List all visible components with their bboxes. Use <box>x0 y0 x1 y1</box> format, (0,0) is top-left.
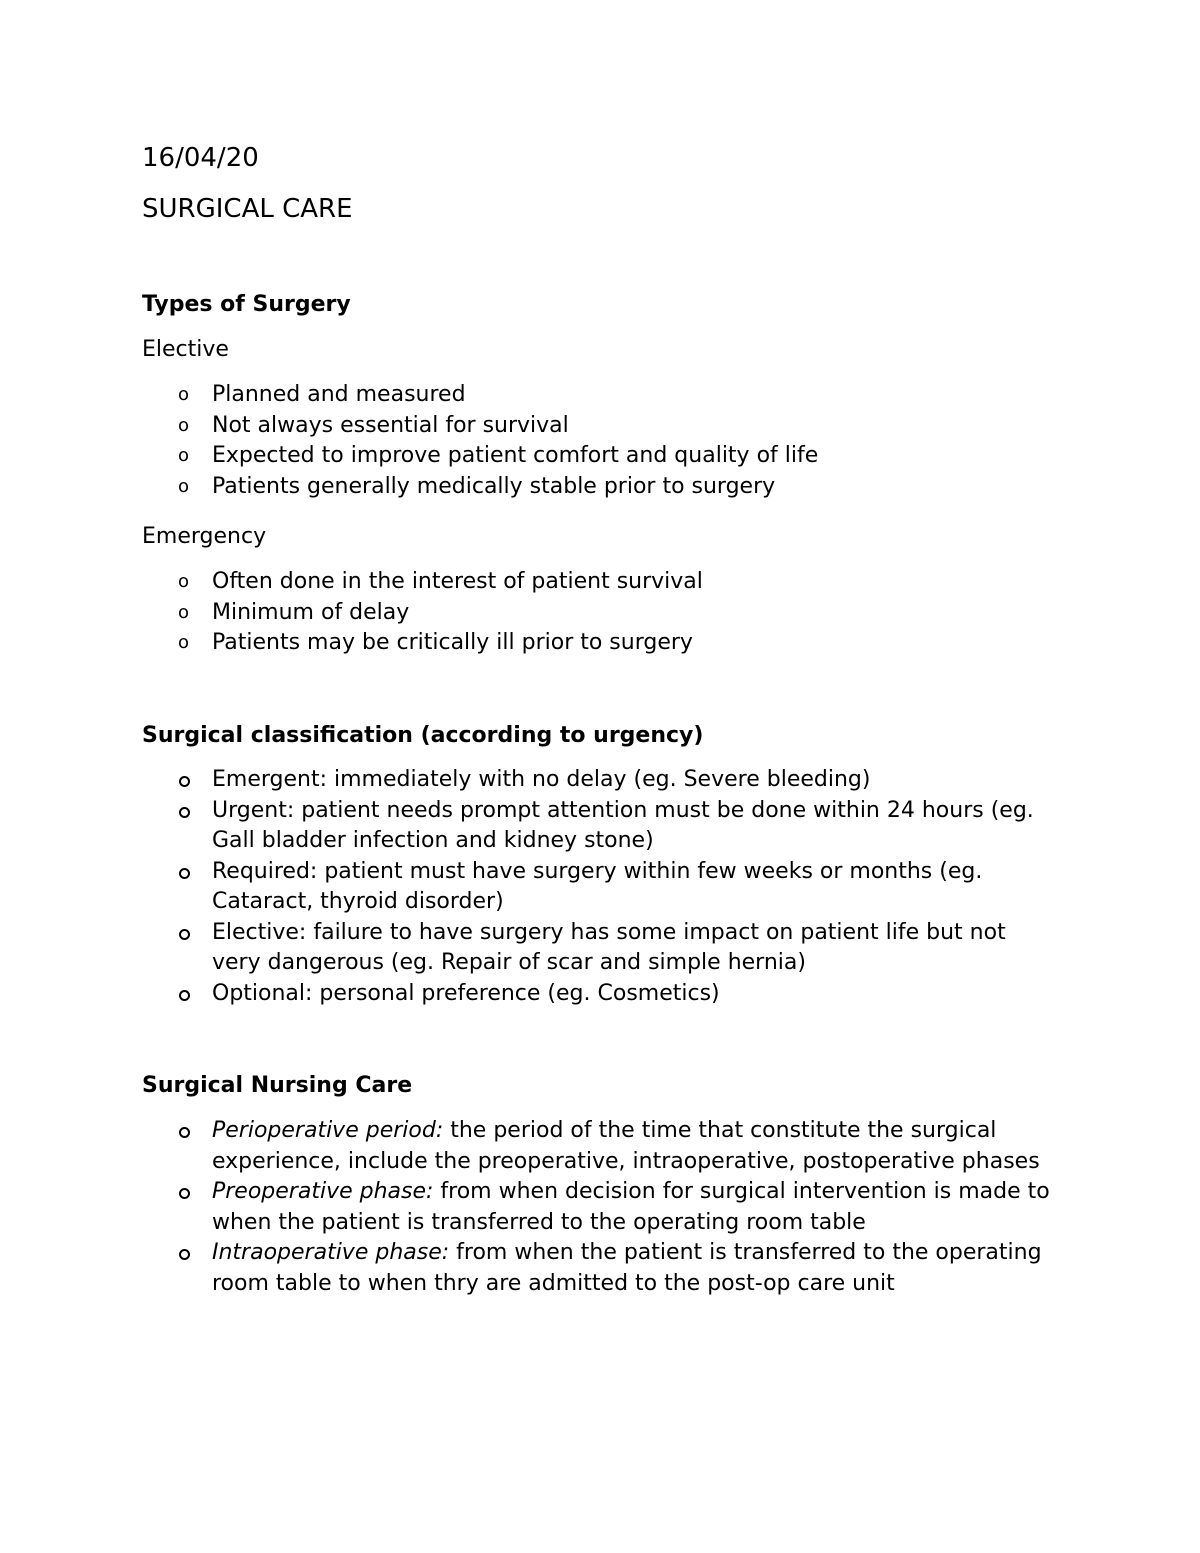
term-label: Preoperative phase: <box>212 1179 434 1204</box>
classification-heading: Surgical classification (according to urgency) <box>142 723 704 748</box>
classification-list <box>142 765 1062 1009</box>
list-item: o Expected to improve patient comfort and quality of life <box>142 441 1052 472</box>
document-date: 16/04/20 <box>142 143 259 173</box>
nursing-list <box>142 1116 1062 1299</box>
list-item: o Patients may be critically ill prior to surgery <box>142 628 1052 659</box>
types-heading: Types of Surgery <box>142 292 351 317</box>
ring-bullet-icon <box>179 776 190 787</box>
circle-bullet-icon: o <box>178 475 190 497</box>
elective-list <box>142 380 1062 502</box>
list-item: Urgent: patient needs prompt attention must be done within 24 hours (eg. Gall bladder infection and kidney stone) <box>142 796 1052 857</box>
elective-list-block <box>142 380 1062 502</box>
ring-bullet-icon <box>179 1249 190 1260</box>
circle-bullet-icon: o <box>178 571 190 592</box>
list-item: Preoperative phase: from when decision for surgical intervention is made to when the patient is transferred to the operating room table <box>142 1177 1052 1238</box>
ring-bullet-icon <box>179 868 190 879</box>
list-item: o Planned and measured <box>142 380 1052 411</box>
list-item: o Minimum of delay <box>142 598 1052 629</box>
list-item: o Not always essential for survival <box>142 411 1052 442</box>
list-item: o Often done in the interest of patient survival <box>142 567 1052 598</box>
list-item: Intraoperative phase: from when the patient is transferred to the operating room table to when thry are admitted to the post-op care unit <box>142 1238 1052 1299</box>
circle-bullet-icon: o <box>178 601 190 623</box>
emergency-list-block <box>142 567 1062 659</box>
nursing-heading: Surgical Nursing Care <box>142 1073 413 1098</box>
list-item: Perioperative period: the period of the time that constitute the surgical experience, include the preoperative, intraoperative, postoperative phases <box>142 1116 1052 1177</box>
list-item: Required: patient must have surgery within few weeks or months (eg. Cataract, thyroid disorder) <box>142 857 1052 918</box>
emergency-label: Emergency <box>142 524 267 549</box>
ring-bullet-icon <box>179 990 190 1001</box>
ring-bullet-icon <box>179 807 190 818</box>
elective-block <box>142 336 1062 364</box>
list-item: Emergent: immediately with no delay (eg. Severe bleeding) <box>142 765 1052 796</box>
ring-bullet-icon <box>179 1188 190 1199</box>
nursing-list-block <box>142 1116 1062 1299</box>
elective-label: Elective <box>142 337 229 362</box>
classification-section <box>142 722 1062 750</box>
circle-bullet-icon: o <box>178 445 190 466</box>
term-label: Intraoperative phase: <box>212 1240 450 1265</box>
emergency-block <box>142 523 1062 551</box>
circle-bullet-icon: o <box>178 632 190 653</box>
circle-bullet-icon: o <box>178 414 190 436</box>
list-item: Optional: personal preference (eg. Cosmetics) <box>142 979 1052 1010</box>
list-item: o Patients generally medically stable prior to surgery <box>142 472 1052 503</box>
nursing-care-section <box>142 1072 1062 1100</box>
ring-bullet-icon <box>179 1127 190 1138</box>
term-label: Perioperative period: <box>212 1118 444 1143</box>
circle-bullet-icon: o <box>178 384 190 405</box>
emergency-list <box>142 567 1062 659</box>
ring-bullet-icon <box>179 929 190 940</box>
types-of-surgery-section <box>142 291 1062 319</box>
list-item: Elective: failure to have surgery has some impact on patient life but not very dangerous (eg. Repair of scar and simple hernia) <box>142 918 1052 979</box>
classification-list-block <box>142 765 1062 1009</box>
document-title: SURGICAL CARE <box>142 194 353 224</box>
